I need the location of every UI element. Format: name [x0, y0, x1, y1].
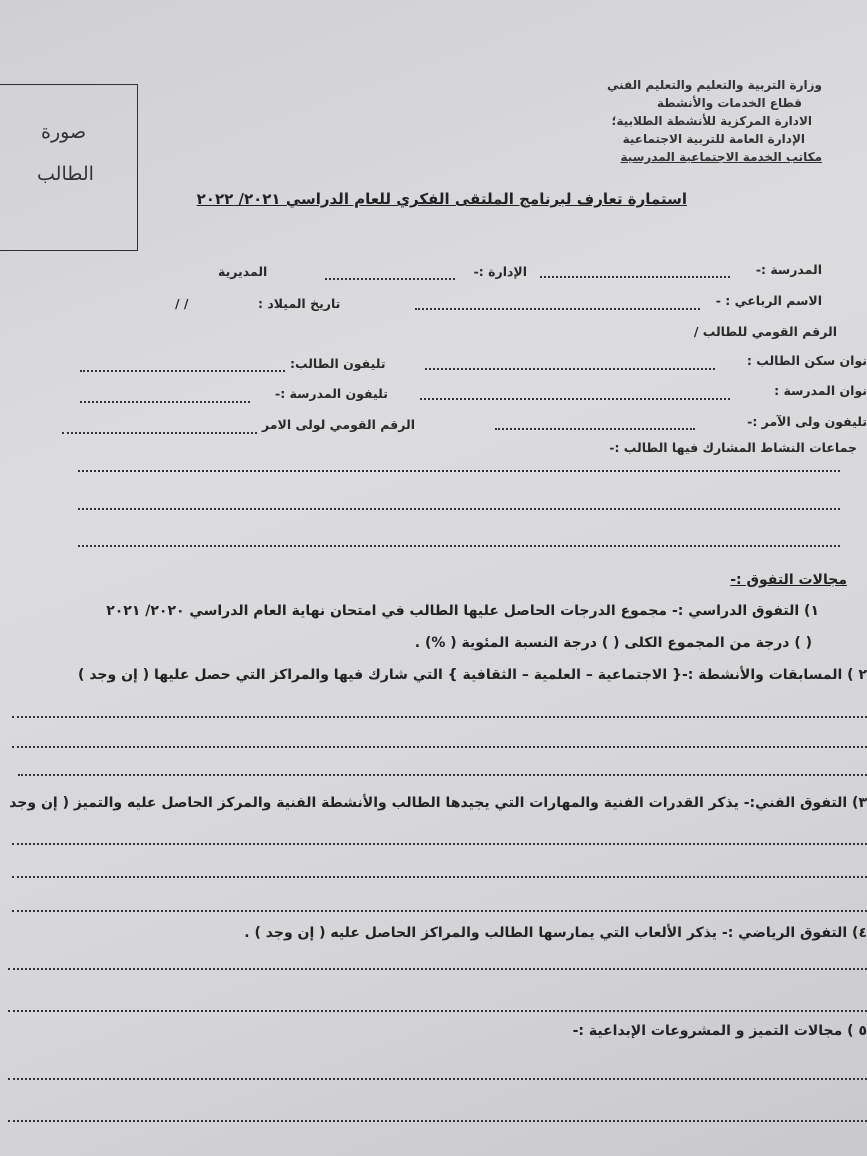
artistic-field-1[interactable]: [12, 843, 867, 845]
activity-groups-label: جماعات النشاط المشارك فيها الطالب :-: [609, 440, 857, 455]
academic-excellence-line-2[interactable]: ( ) درجة من المجموع الكلى ( ) درجة النسبة المئوية ( %) .: [414, 635, 812, 651]
directorate-label: المديرية: [218, 264, 268, 279]
competitions-field-3[interactable]: [18, 774, 867, 776]
innovation-field-2[interactable]: [8, 1120, 867, 1122]
full-name-label: الاسم الرباعي : -: [715, 293, 822, 308]
artistic-field-3[interactable]: [12, 910, 867, 912]
administration-label: الإدارة :-: [473, 264, 527, 279]
student-photo-box: [0, 84, 138, 251]
artistic-excellence-line: ٣) التفوق الفني:- يذكر القدرات الفنية والمهارات التي يجيدها الطالب والأنشطة الفنية والمركز الحاصل عليه والتميز ( إن وجد: [9, 795, 867, 811]
activity-groups-line-1[interactable]: [78, 470, 840, 472]
competitions-line: ٢ ) المسابقات والأنشطة :-{ الاجتماعية – العلمية – الثقافية } التي شارك فيها والمراكز التي حصل عليها ( إن وجد ): [78, 667, 867, 683]
full-name-field[interactable]: [415, 308, 700, 310]
student-address-label: نوان سكن الطالب :: [746, 353, 867, 368]
guardian-id-field[interactable]: [62, 432, 257, 434]
school-phone-field[interactable]: [80, 401, 250, 403]
general-admin-name: الإدارة العامة للتربية الاجتماعية: [622, 132, 805, 146]
innovation-line: ٥ ) مجالات التميز و المشروعات الإبداعية :-: [572, 1023, 867, 1039]
academic-excellence-line-1: ١) التفوق الدراسي :- مجموع الدرجات الحاصل عليها الطالب في امتحان نهاية العام الدراسي ٢٠٢٠/ ٢٠٢١: [106, 603, 819, 619]
student-phone-field[interactable]: [80, 370, 285, 372]
central-admin-name: الادارة المركزية للأنشطة الطلابية؛: [611, 114, 812, 128]
ministry-name: وزارة التربية والتعليم والتعليم الفني: [606, 78, 822, 92]
birth-date-label: تاريخ الميلاد :: [258, 296, 341, 311]
student-phone-label: تليفون الطالب:: [290, 356, 386, 371]
sports-excellence-line: ٤) التفوق الرياضي :- يذكر الألعاب التي يمارسها الطالب والمراكز الحاصل عليه ( إن وجد ) .: [244, 925, 867, 941]
excellence-heading: مجالات التفوق :-: [730, 572, 847, 588]
activity-groups-line-2[interactable]: [78, 508, 840, 510]
artistic-field-2[interactable]: [12, 876, 867, 878]
competitions-field-1[interactable]: [12, 716, 867, 718]
school-label: المدرسة :-: [755, 262, 822, 277]
guardian-phone-label: تليفون ولى الآمر :-: [747, 414, 867, 429]
school-address-label: نوان المدرسة :: [774, 383, 867, 398]
student-address-field[interactable]: [425, 368, 715, 370]
school-address-field[interactable]: [420, 398, 730, 400]
sports-field-2[interactable]: [8, 1010, 867, 1012]
sector-name: قطاع الخدمات والأنشطة: [657, 96, 802, 110]
photo-label-2: الطالب: [37, 163, 94, 185]
innovation-field-1[interactable]: [8, 1078, 867, 1080]
birth-date-slashes[interactable]: / /: [175, 296, 189, 311]
form-title: استمارة تعارف لبرنامج الملتقى الفكري للعام الدراسي ٢٠٢١/ ٢٠٢٢: [196, 190, 687, 208]
guardian-phone-field[interactable]: [495, 428, 695, 430]
school-phone-label: تليفون المدرسة :-: [275, 386, 388, 401]
guardian-id-label: الرقم القومي لولى الامر: [262, 417, 415, 432]
activity-groups-line-3[interactable]: [78, 545, 840, 547]
school-field[interactable]: [540, 276, 730, 278]
photo-label-1: صورة: [41, 121, 87, 143]
competitions-field-2[interactable]: [12, 746, 867, 748]
administration-field[interactable]: [325, 278, 455, 280]
social-service-offices: مكاتب الخدمة الاجتماعية المدرسية: [620, 150, 822, 164]
national-id-label: الرقم القومي للطالب /: [693, 324, 837, 339]
sports-field-1[interactable]: [8, 968, 867, 970]
